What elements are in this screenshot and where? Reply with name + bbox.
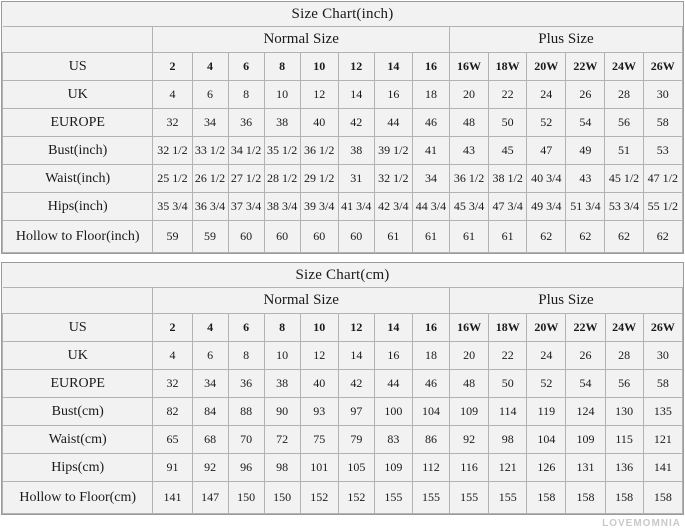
cell: 75: [300, 426, 338, 454]
cell: 62: [605, 221, 643, 253]
cell: 18W: [489, 314, 527, 342]
cell: 131: [566, 454, 605, 482]
cell: 155: [450, 482, 489, 514]
cell: 16W: [450, 314, 489, 342]
group-header-plus: Plus Size: [449, 27, 682, 53]
cell: 16: [412, 53, 449, 81]
cell: 60: [228, 221, 264, 253]
cell: 43: [566, 165, 605, 193]
chart-title: Size Chart(inch): [3, 2, 683, 27]
cell: 105: [338, 454, 374, 482]
table-row: [3, 53, 683, 81]
cell: 26 1/2: [192, 165, 228, 193]
cell: 36 3/4: [192, 193, 228, 221]
cell: 38: [264, 109, 300, 137]
cell: 90: [264, 398, 300, 426]
cell: 46: [412, 109, 449, 137]
row-label-hips: Hips(cm): [3, 454, 153, 482]
size-chart-cm-block: [1, 262, 684, 515]
cell: 158: [643, 482, 682, 514]
table-row: [3, 314, 683, 342]
cell: 28: [605, 342, 643, 370]
cell: 53: [643, 137, 682, 165]
cell: 121: [489, 454, 527, 482]
cell: 10: [264, 81, 300, 109]
cell: 20W: [527, 314, 566, 342]
table-row: [3, 370, 683, 398]
cell: 26: [566, 342, 605, 370]
cell: 98: [264, 454, 300, 482]
cell: 26W: [643, 53, 682, 81]
cell: 155: [489, 482, 527, 514]
cell: 54: [566, 370, 605, 398]
cell: 152: [300, 482, 338, 514]
row-label-waist: Waist(cm): [3, 426, 153, 454]
cell: 104: [412, 398, 449, 426]
cell: 32 1/2: [153, 137, 192, 165]
cell: 52: [527, 109, 566, 137]
row-label-hollow-to-floor: Hollow to Floor(inch): [3, 221, 153, 253]
cell: 54: [566, 109, 605, 137]
cell: 16: [374, 342, 412, 370]
cell: 34: [412, 165, 449, 193]
cell: 43: [449, 137, 488, 165]
cell: 72: [264, 426, 300, 454]
table-row: [3, 109, 683, 137]
cell: 32 1/2: [374, 165, 412, 193]
cell: 49: [566, 137, 605, 165]
cell: 56: [605, 109, 643, 137]
cell: 50: [489, 370, 527, 398]
chart-title-row: [3, 263, 683, 288]
row-label-us: US: [3, 53, 153, 81]
cell: 38 3/4: [264, 193, 300, 221]
cell: 59: [153, 221, 192, 253]
chart-group-row: [3, 27, 683, 53]
cell: 18: [412, 342, 449, 370]
cell: 47 3/4: [489, 193, 527, 221]
cell: 2: [153, 53, 192, 81]
cell: 12: [300, 342, 338, 370]
cell: 10: [264, 342, 300, 370]
cell: 92: [192, 454, 228, 482]
cell: 8: [264, 53, 300, 81]
cell: 141: [643, 454, 682, 482]
cell: 4: [192, 314, 228, 342]
cell: 12: [338, 314, 374, 342]
cell: 101: [300, 454, 338, 482]
cell: 130: [605, 398, 643, 426]
cell: 124: [566, 398, 605, 426]
cell: 45 1/2: [605, 165, 643, 193]
cell: 50: [489, 109, 527, 137]
cell: 35 1/2: [264, 137, 300, 165]
cell: 6: [228, 314, 264, 342]
cell: 61: [374, 221, 412, 253]
cell: 42 3/4: [374, 193, 412, 221]
cell: 59: [192, 221, 228, 253]
row-label-waist: Waist(inch): [3, 165, 153, 193]
cell: 8: [228, 81, 264, 109]
cell: 96: [228, 454, 264, 482]
cell: 158: [527, 482, 566, 514]
cell: 48: [449, 109, 488, 137]
row-label-us: US: [3, 314, 153, 342]
cell: 91: [153, 454, 192, 482]
cell: 47 1/2: [643, 165, 682, 193]
cell: 58: [643, 109, 682, 137]
cell: 48: [450, 370, 489, 398]
row-label-europe: EUROPE: [3, 370, 153, 398]
cell: 158: [566, 482, 605, 514]
cell: 27 1/2: [228, 165, 264, 193]
cell: 51: [605, 137, 643, 165]
cell: 61: [412, 221, 449, 253]
cell: 14: [374, 314, 412, 342]
cell: 112: [412, 454, 449, 482]
cell: 84: [192, 398, 228, 426]
group-header-normal: Normal Size: [153, 27, 450, 53]
cell: 55 1/2: [643, 193, 682, 221]
cell: 52: [527, 370, 566, 398]
table-row: [3, 81, 683, 109]
cell: 29 1/2: [300, 165, 338, 193]
cell: 34: [192, 370, 228, 398]
cell: 16W: [449, 53, 488, 81]
cell: 18W: [489, 53, 527, 81]
corner-blank: [3, 288, 153, 314]
cell: 150: [264, 482, 300, 514]
cell: 38: [338, 137, 374, 165]
group-header-plus: Plus Size: [450, 288, 683, 314]
cell: 36: [228, 370, 264, 398]
cell: 6: [228, 53, 264, 81]
cell: 62: [566, 221, 605, 253]
cell: 61: [449, 221, 488, 253]
cell: 22W: [566, 314, 605, 342]
cell: 109: [566, 426, 605, 454]
cell: 42: [338, 370, 374, 398]
cell: 8: [264, 314, 300, 342]
corner-blank: [3, 27, 153, 53]
cell: 40: [300, 109, 338, 137]
cell: 65: [153, 426, 192, 454]
cell: 14: [338, 81, 374, 109]
cell: 20: [450, 342, 489, 370]
cell: 26: [566, 81, 605, 109]
cell: 44 3/4: [412, 193, 449, 221]
cell: 150: [228, 482, 264, 514]
table-row: [3, 137, 683, 165]
cell: 38: [264, 370, 300, 398]
row-label-bust: Bust(cm): [3, 398, 153, 426]
cell: 119: [527, 398, 566, 426]
cell: 60: [300, 221, 338, 253]
chart-title: Size Chart(cm): [3, 263, 683, 288]
cell: 97: [338, 398, 374, 426]
cell: 16: [412, 314, 449, 342]
table-row: [3, 165, 683, 193]
chart-title-row: [3, 2, 683, 27]
cell: 104: [527, 426, 566, 454]
cell: 40: [300, 370, 338, 398]
cell: 37 3/4: [228, 193, 264, 221]
cell: 26W: [643, 314, 682, 342]
cell: 49 3/4: [527, 193, 566, 221]
cell: 30: [643, 81, 682, 109]
cell: 36: [228, 109, 264, 137]
cell: 115: [605, 426, 643, 454]
cell: 14: [374, 53, 412, 81]
cell: 121: [643, 426, 682, 454]
cell: 10: [300, 314, 338, 342]
size-chart-page: [0, 1, 685, 530]
cell: 51 3/4: [566, 193, 605, 221]
table-row: [3, 426, 683, 454]
cell: 31: [338, 165, 374, 193]
cell: 114: [489, 398, 527, 426]
cell: 56: [605, 370, 643, 398]
cell: 88: [228, 398, 264, 426]
cell: 22: [489, 81, 527, 109]
watermark-text: LOVEMOMNIA: [602, 518, 681, 529]
row-label-uk: UK: [3, 81, 153, 109]
cell: 18: [412, 81, 449, 109]
cell: 24W: [605, 314, 643, 342]
cell: 34: [192, 109, 228, 137]
cell: 35 3/4: [153, 193, 192, 221]
cell: 38 1/2: [489, 165, 527, 193]
cell: 62: [643, 221, 682, 253]
table-row: [3, 193, 683, 221]
cell: 28 1/2: [264, 165, 300, 193]
cell: 109: [374, 454, 412, 482]
cell: 12: [300, 81, 338, 109]
group-header-normal: Normal Size: [153, 288, 450, 314]
cell: 30: [643, 342, 682, 370]
table-row: [3, 221, 683, 253]
cell: 6: [192, 342, 228, 370]
cell: 28: [605, 81, 643, 109]
cell: 36 1/2: [449, 165, 488, 193]
cell: 141: [153, 482, 192, 514]
table-row: [3, 398, 683, 426]
cell: 14: [338, 342, 374, 370]
cell: 47: [527, 137, 566, 165]
cell: 33 1/2: [192, 137, 228, 165]
cell: 44: [374, 109, 412, 137]
row-label-hips: Hips(inch): [3, 193, 153, 221]
cell: 60: [338, 221, 374, 253]
cell: 79: [338, 426, 374, 454]
cell: 32: [153, 370, 192, 398]
cell: 60: [264, 221, 300, 253]
cell: 155: [374, 482, 412, 514]
cell: 109: [450, 398, 489, 426]
cell: 34 1/2: [228, 137, 264, 165]
cell: 41: [412, 137, 449, 165]
cell: 158: [605, 482, 643, 514]
table-row: [3, 454, 683, 482]
row-label-uk: UK: [3, 342, 153, 370]
cell: 116: [450, 454, 489, 482]
cell: 92: [450, 426, 489, 454]
cell: 147: [192, 482, 228, 514]
cell: 100: [374, 398, 412, 426]
cell: 126: [527, 454, 566, 482]
chart-group-row: [3, 288, 683, 314]
cell: 62: [527, 221, 566, 253]
cell: 24: [527, 342, 566, 370]
cell: 32: [153, 109, 192, 137]
cell: 152: [338, 482, 374, 514]
size-chart-cm-table: [2, 263, 683, 514]
cell: 8: [228, 342, 264, 370]
table-row: [3, 342, 683, 370]
size-chart-inch-block: [1, 1, 684, 254]
cell: 36 1/2: [300, 137, 338, 165]
cell: 20: [449, 81, 488, 109]
cell: 58: [643, 370, 682, 398]
cell: 24: [527, 81, 566, 109]
cell: 39 1/2: [374, 137, 412, 165]
cell: 2: [153, 314, 192, 342]
size-chart-inch-table: [2, 2, 683, 253]
cell: 25 1/2: [153, 165, 192, 193]
cell: 10: [300, 53, 338, 81]
cell: 70: [228, 426, 264, 454]
cell: 4: [153, 81, 192, 109]
row-label-europe: EUROPE: [3, 109, 153, 137]
cell: 45 3/4: [449, 193, 488, 221]
cell: 22: [489, 342, 527, 370]
cell: 24W: [605, 53, 643, 81]
cell: 12: [338, 53, 374, 81]
cell: 82: [153, 398, 192, 426]
cell: 39 3/4: [300, 193, 338, 221]
cell: 4: [153, 342, 192, 370]
cell: 61: [489, 221, 527, 253]
cell: 20W: [527, 53, 566, 81]
row-label-hollow-to-floor: Hollow to Floor(cm): [3, 482, 153, 514]
cell: 136: [605, 454, 643, 482]
cell: 53 3/4: [605, 193, 643, 221]
cell: 155: [412, 482, 449, 514]
cell: 4: [192, 53, 228, 81]
cell: 68: [192, 426, 228, 454]
cell: 98: [489, 426, 527, 454]
cell: 16: [374, 81, 412, 109]
cell: 135: [643, 398, 682, 426]
cell: 46: [412, 370, 449, 398]
row-label-bust: Bust(inch): [3, 137, 153, 165]
table-row: [3, 482, 683, 514]
cell: 6: [192, 81, 228, 109]
cell: 83: [374, 426, 412, 454]
cell: 42: [338, 109, 374, 137]
cell: 40 3/4: [527, 165, 566, 193]
cell: 93: [300, 398, 338, 426]
cell: 45: [489, 137, 527, 165]
cell: 44: [374, 370, 412, 398]
cell: 22W: [566, 53, 605, 81]
cell: 86: [412, 426, 449, 454]
cell: 41 3/4: [338, 193, 374, 221]
